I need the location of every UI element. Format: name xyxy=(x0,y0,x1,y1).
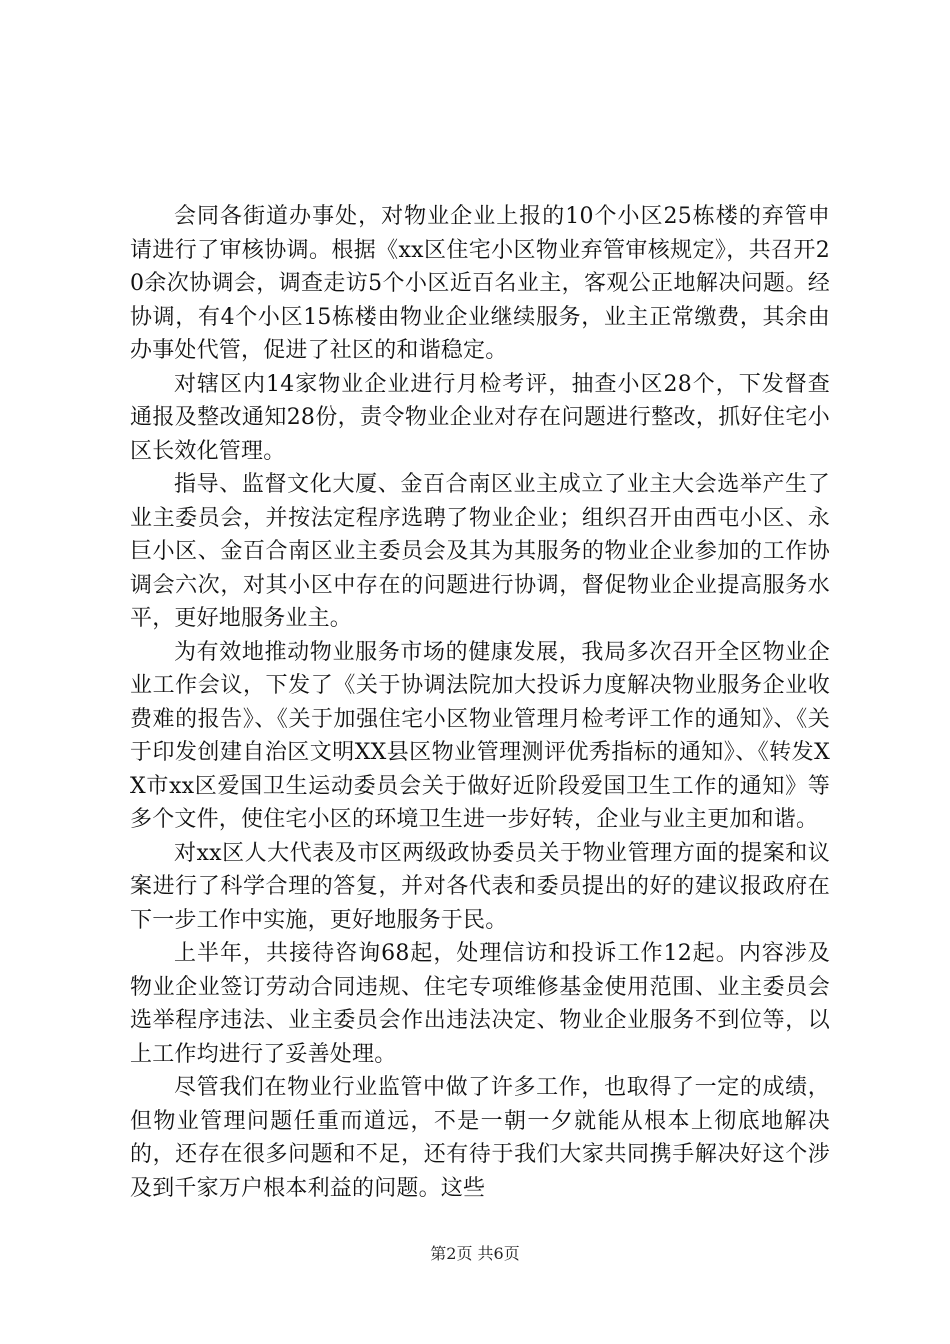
paragraph-5: 对xx区人大代表及市区两级政协委员关于物业管理方面的提案和议案进行了科学合理的答复，并对各代表和委员提出的好的建议报政府在下一步工作中实施，更好地服务于民。 xyxy=(130,840,830,933)
paragraph-1: 会同各街道办事处，对物业企业上报的10个小区25栋楼的弃管申请进行了审核协调。根据《xx区住宅小区物业弃管审核规定》，共召开20余次协调会，调查走访5个小区近百名业主，客观公正地解决问题。经协调，有4个小区15栋楼由物业企业继续服务，业主正常缴费，其余由办事处代管，促进了社区的和谐稳定。 xyxy=(130,204,830,363)
page-footer xyxy=(0,1244,950,1264)
paragraph-4: 为有效地推动物业服务市场的健康发展，我局多次召开全区物业企业工作会议，下发了《关于协调法院加大投诉力度解决物业服务企业收费难的报告》、《关于加强住宅小区物业管理月检考评工作的通知》、《关于印发创建自治区文明XX县区物业管理测评优秀指标的通知》、《转发XX市xx区爱国卫生运动委员会关于做好近阶段爱国卫生工作的通知》等多个文件，使住宅小区的环境卫生进一步好转，企业与业主更加和谐。 xyxy=(130,639,830,832)
page-number-label: 第2页 共6页 xyxy=(430,1244,520,1263)
paragraph-7: 尽管我们在物业行业监管中做了许多工作，也取得了一定的成绩，但物业管理问题任重而道远，不是一朝一夕就能从根本上彻底地解决的，还存在很多问题和不足，还有待于我们大家共同携手解决好这个涉及到千家万户根本利益的问题。这些 xyxy=(130,1075,830,1201)
paragraph-6: 上半年，共接待咨询68起，处理信访和投诉工作12起。内容涉及物业企业签订劳动合同违规、住宅专项维修基金使用范围、业主委员会选举程序违法、业主委员会作出违法决定、物业企业服务不到位等，以上工作均进行了妥善处理。 xyxy=(130,941,830,1067)
paragraph-2: 对辖区内14家物业企业进行月检考评，抽查小区28个，下发督查通报及整改通知28份，责令物业企业对存在问题进行整改，抓好住宅小区长效化管理。 xyxy=(130,371,830,464)
paragraph-3: 指导、监督文化大厦、金百合南区业主成立了业主大会选举产生了业主委员会，并按法定程序选聘了物业企业；组织召开由西屯小区、永巨小区、金百合南区业主委员会及其为其服务的物业企业参加的工作协调会六次，对其小区中存在的问题进行协调，督促物业企业提高服务水平，更好地服务业主。 xyxy=(130,472,830,631)
document-body xyxy=(130,200,830,1205)
